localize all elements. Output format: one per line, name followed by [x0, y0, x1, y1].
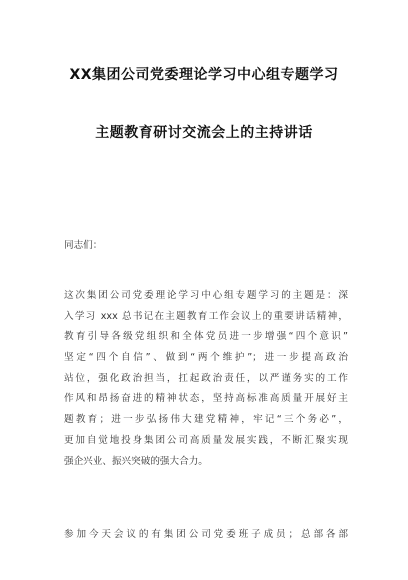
paragraph-line: 站位，强化政治担当，扛起政治责任，以严谨务实的工作	[64, 372, 348, 384]
paragraph-line: 坚定“四个自信”、做到“两个维护”；进一步提高政治	[64, 352, 348, 364]
paragraph-line: 教育引导各级党组织和全体党员进一步增强“四个意识”	[64, 331, 348, 343]
paragraph-line: 入学习 xxx 总书记在主题教育工作会议上的重要讲话精神，	[64, 310, 348, 322]
paragraph-line: 题教育；进一步弘扬伟大建党精神，牢记“三个务必”，	[64, 414, 348, 426]
document-title-line-1: XX集团公司党委理论学习中心组专题学习	[69, 67, 339, 83]
salutation: 同志们：	[64, 240, 103, 251]
paragraph-line: 作风和昂扬奋进的精神状态，坚持高标准高质量开展好主	[64, 393, 348, 405]
paragraph-line: 参加今天会议的有集团公司党委班子成员；总部各部	[64, 529, 348, 540]
body-paragraph-2	[64, 525, 348, 546]
paragraph-line: 这次集团公司党委理论学习中心组专题学习的主题是：深	[64, 290, 348, 301]
body-paragraph-1	[64, 286, 348, 472]
document-title-line-2: 主题教育研讨交流会上的主持讲话	[95, 125, 313, 141]
paragraph-line: 强企兴业、振兴突破的强大合力。	[64, 455, 208, 467]
paragraph-line: 更加自觉地投身集团公司高质量发展实践，不断汇聚实现	[64, 434, 348, 446]
